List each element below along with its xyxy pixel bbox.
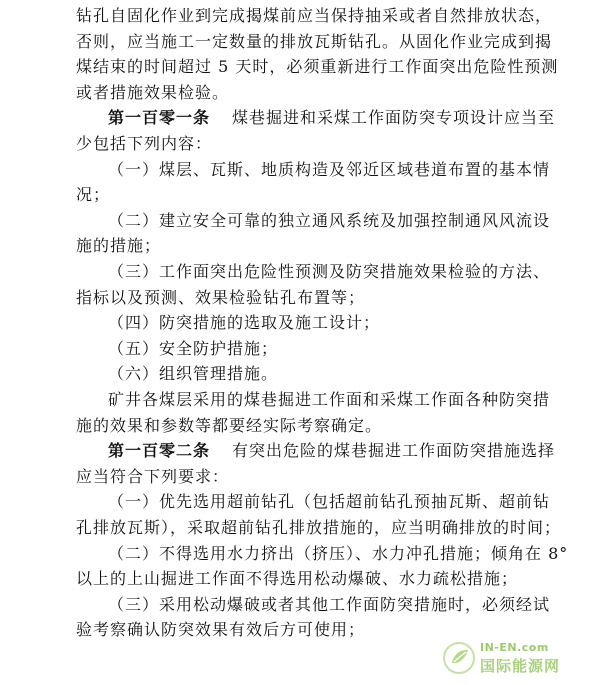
text-line: 煤巷掘进和采煤工作面防突专项设计应当至 — [232, 108, 556, 128]
article-102-title: 第一百零二条 — [108, 441, 211, 461]
watermark-name: 国际能源网 — [480, 657, 561, 675]
text-line: 验考察确认防突效果有效后方可使用； — [76, 620, 366, 640]
list-item: （二）建立安全可靠的独立通风系统及加强控制通风风流设 — [108, 210, 551, 230]
text-line: 有突出危险的煤巷掘进工作面防突措施选择 — [232, 441, 556, 461]
text-line: 况； — [76, 185, 111, 205]
leaf-logo-icon — [442, 641, 476, 675]
watermark-logo — [442, 639, 592, 679]
text-line: 孔排放瓦斯），采取超前钻孔排放措施的，应当明确排放的时间； — [76, 518, 562, 537]
list-item: （一）煤层、瓦斯、地质构造及邻近区域巷道布置的基本情 — [108, 159, 551, 179]
text-line: 否则，应当施工一定数量的排放瓦斯钻孔。从固化作业完成到揭 — [76, 31, 553, 51]
watermark-domain: IN-EN.com — [480, 641, 549, 654]
text-line: 少包括下列内容： — [76, 134, 213, 153]
list-item: （三）工作面突出危险性预测及防突措施效果检验的方法、 — [108, 262, 551, 281]
text-line: 或者措施效果检验。 — [76, 82, 230, 102]
text-line: 钻孔自固化作业到完成揭煤前应当保持抽采或者自然排放状态， — [76, 6, 553, 25]
list-item: （六）组织管理措施。 — [108, 364, 279, 384]
text-line: 矿井各煤层采用的煤巷掘进工作面和采煤工作面各种防突措 — [108, 390, 551, 409]
list-item: （四）防突措施的选取及施工设计； — [108, 313, 381, 333]
text-line: 应当符合下列要求： — [76, 466, 230, 486]
text-line: 施的效果和参数等都要经实际考察确定。 — [76, 415, 383, 435]
list-item: （二）不得选用水力挤出（挤压）、水力冲孔措施；倾角在 8° — [108, 543, 569, 563]
text-line: 施的措施； — [76, 236, 162, 256]
list-item: （三）采用松动爆破或者其他工作面防突措施时，必须经试 — [108, 594, 551, 614]
article-101-title: 第一百零一条 — [108, 108, 211, 128]
list-item: （一）优先选用超前钻孔（包括超前钻孔预抽瓦斯、超前钻 — [108, 492, 551, 512]
text-line: 煤结束的时间超过 5 天时，必须重新进行工作面突出危险性预测 — [76, 57, 559, 77]
text-line: 指标以及预测、效果检验钻孔布置等； — [76, 287, 366, 307]
list-item: （五）安全防护措施； — [108, 338, 279, 358]
text-line: 以上的上山掘进工作面不得选用松动爆破、水力疏松措施； — [76, 569, 519, 589]
